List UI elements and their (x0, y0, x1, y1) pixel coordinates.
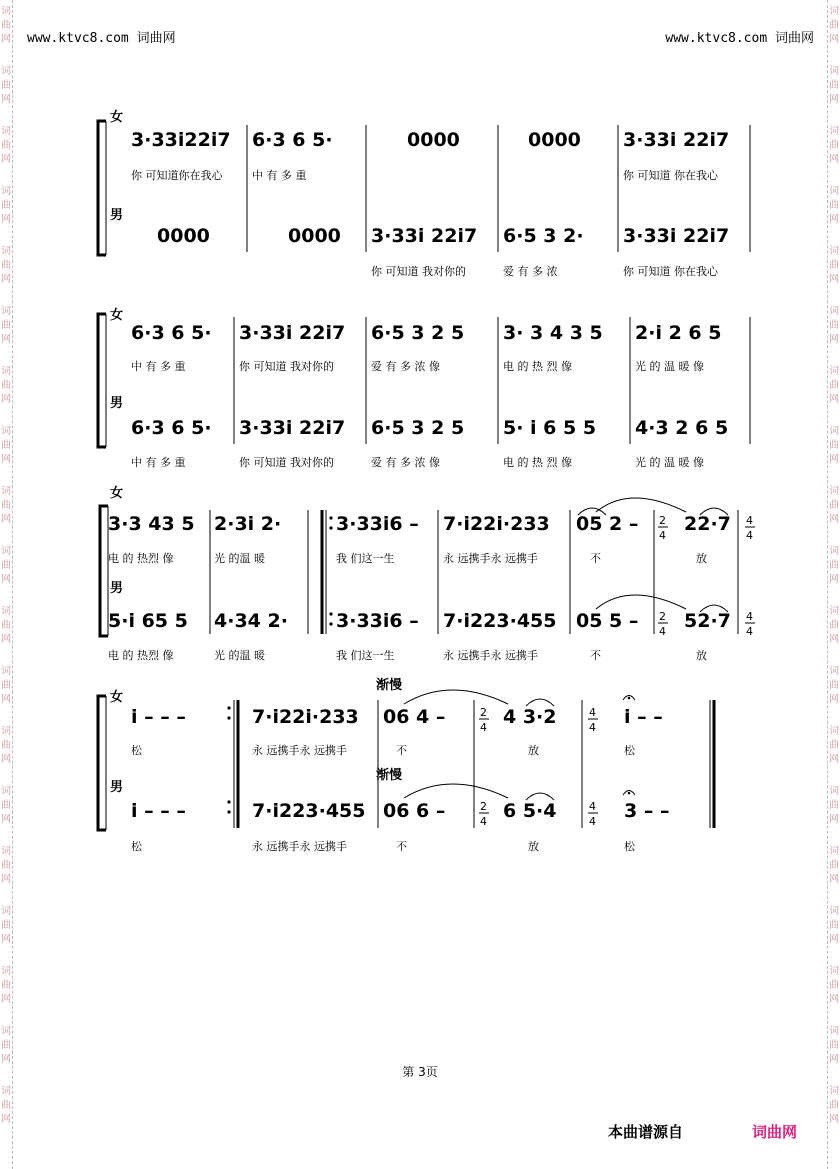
lyrics-male: 松 (131, 840, 142, 853)
watermark-char: 词 (829, 306, 839, 317)
lyrics-female: 电 的 热烈 像 (108, 552, 174, 565)
watermark-char: 词 (829, 846, 839, 857)
repeat-dot (227, 810, 230, 813)
watermark-char: 曲 (829, 560, 839, 571)
notes-female: 7·i22i·233 (443, 513, 550, 535)
watermark-char: 曲 (829, 920, 839, 931)
watermark-char: 网 (1, 1114, 11, 1125)
time-sig-numerator: 2 (659, 610, 666, 623)
watermark-char: 词 (1, 606, 11, 617)
lyrics-male: 不 (396, 840, 407, 853)
watermark-char: 词 (1, 546, 11, 557)
tempo-mark-ritardando: 渐慢 (376, 678, 403, 693)
lyrics-male: 电 的 热 烈 像 (503, 456, 572, 469)
watermark-char: 曲 (1, 680, 11, 691)
lyrics-male: 你 可知道 我对你的 (239, 456, 334, 469)
slur (404, 784, 508, 798)
notes-male: 6·3 6 5· (131, 417, 212, 439)
watermark-char: 网 (829, 814, 839, 825)
watermark-char: 网 (829, 1114, 839, 1125)
watermark-char: 词 (829, 666, 839, 677)
notes-male: 4·3 2 6 5 (635, 417, 729, 439)
watermark-char: 网 (1, 994, 11, 1005)
watermark-char: 词 (1, 186, 11, 197)
watermark-char: 网 (1, 934, 11, 945)
watermark-char: 网 (829, 214, 839, 225)
notes-male: 3·33i 22i7 (371, 225, 478, 247)
time-sig-denominator: 4 (659, 529, 666, 542)
watermark-char: 曲 (829, 140, 839, 151)
notes-female: 3·3 43 5 (108, 513, 195, 535)
notes-female: 6·3 6 5· (252, 129, 333, 151)
watermark-char: 网 (1, 274, 11, 285)
watermark-char: 词 (1, 6, 11, 17)
watermark-char: 曲 (829, 440, 839, 451)
watermark-char: 曲 (829, 620, 839, 631)
system-row-1 (98, 109, 750, 278)
time-sig-denominator: 4 (746, 625, 753, 638)
watermark-char: 曲 (1, 20, 11, 31)
watermark-char: 网 (829, 874, 839, 885)
watermark-char: 词 (829, 1086, 839, 1097)
watermark-char: 网 (829, 394, 839, 405)
lyrics-male: 不 (590, 649, 601, 662)
system-bracket (100, 506, 108, 636)
watermark-char: 词 (1, 666, 11, 677)
watermark-char: 曲 (1, 560, 11, 571)
watermark-char: 网 (829, 94, 839, 105)
watermark-char: 网 (1, 634, 11, 645)
system-bracket (98, 314, 106, 447)
watermark-char: 词 (1, 1026, 11, 1037)
fermata-dot (628, 792, 631, 795)
lyrics-female: 光 的 温 暖 像 (635, 360, 704, 373)
notes-male: 5· i 6 5 5 (503, 417, 597, 439)
watermark-char: 网 (1, 94, 11, 105)
notes-female: 0000 (528, 129, 581, 151)
watermark-char: 曲 (1, 740, 11, 751)
repeat-dot (329, 622, 332, 625)
notes-male: 5·i 65 5 (108, 610, 188, 632)
watermark-char: 网 (829, 694, 839, 705)
lyrics-male: 光 的温 暖 (214, 649, 265, 662)
repeat-dot (227, 706, 230, 709)
watermark-char: 网 (829, 334, 839, 345)
time-sig-numerator: 4 (746, 610, 753, 623)
watermark-char: 曲 (829, 680, 839, 691)
watermark-char: 曲 (1, 260, 11, 271)
system-row-3 (100, 485, 755, 662)
notes-male: i – – – (131, 800, 186, 822)
tempo-mark-ritardando: 渐慢 (376, 768, 403, 783)
repeat-dot (227, 800, 230, 803)
lyrics-male: 你 可知道 我对你的 (371, 265, 466, 278)
watermark-char: 曲 (1, 980, 11, 991)
watermark-char: 词 (1, 126, 11, 137)
time-sig-numerator: 4 (589, 800, 596, 813)
watermark-char: 曲 (1, 620, 11, 631)
time-sig-denominator: 4 (480, 815, 487, 828)
header-site-name: 词曲网 (136, 31, 176, 46)
watermark-char: 网 (829, 754, 839, 765)
watermark-char: 词 (1, 426, 11, 437)
lyrics-male: 光 的 温 暖 像 (635, 456, 704, 469)
notes-female: 6·5 3 2 5 (371, 322, 465, 344)
lyrics-male: 你 可知道 你在我心 (623, 265, 718, 278)
watermark-char: 网 (1, 394, 11, 405)
watermark-char: 网 (1, 1054, 11, 1065)
repeat-dot (329, 526, 332, 529)
tie (526, 699, 554, 706)
notes-male: 05 5 – (576, 610, 639, 632)
lyrics-male: 我 们这一生 (336, 649, 395, 662)
watermark-char: 网 (829, 154, 839, 165)
notes-female: 3·33i 22i7 (239, 322, 346, 344)
part-label-female: 女 (110, 110, 124, 125)
watermark-char: 曲 (829, 1100, 839, 1111)
watermark-char: 网 (829, 994, 839, 1005)
lyrics-female: 放 (696, 552, 707, 565)
header-url: www.ktvc8.com (665, 31, 768, 46)
watermark-char: 词 (829, 126, 839, 137)
lyrics-male: 爱 有 多 浓 像 (371, 456, 440, 469)
watermark-char: 词 (1, 726, 11, 737)
notes-female: 6·3 6 5· (131, 322, 212, 344)
notes-female: 3·33i 22i7 (623, 129, 730, 151)
watermark-char: 曲 (1, 440, 11, 451)
notes-male: 6 5·4 (503, 800, 557, 822)
time-sig-numerator: 2 (659, 514, 666, 527)
slur (404, 690, 508, 704)
lyrics-male: 爱 有 多 浓 (503, 265, 558, 278)
time-sig-numerator: 2 (480, 706, 487, 719)
lyrics-female: 不 (396, 744, 407, 757)
repeat-dot (329, 612, 332, 615)
watermark-char: 网 (829, 934, 839, 945)
watermark-char: 词 (829, 606, 839, 617)
watermark-char: 曲 (829, 740, 839, 751)
notes-female: 3·33i6 – (336, 513, 419, 535)
watermark-char: 词 (829, 246, 839, 257)
watermark-char: 曲 (1, 140, 11, 151)
notes-male: 4·34 2· (214, 610, 288, 632)
watermark-char: 词 (1, 1086, 11, 1097)
watermark-char: 网 (1, 514, 11, 525)
watermark-char: 网 (829, 574, 839, 585)
watermark-char: 词 (829, 66, 839, 77)
header-site-name: 词曲网 (774, 31, 814, 46)
watermark-char: 词 (1, 66, 11, 77)
watermark-char: 词 (1, 246, 11, 257)
watermark-char: 词 (1, 366, 11, 377)
watermark-char: 网 (1, 214, 11, 225)
time-sig-denominator: 4 (589, 815, 596, 828)
system-row-2 (98, 307, 750, 469)
watermark-char: 曲 (829, 200, 839, 211)
watermark-char: 曲 (829, 800, 839, 811)
notes-female: 3·33i22i7 (131, 129, 231, 151)
watermark-char: 网 (1, 754, 11, 765)
watermark-char: 网 (1, 574, 11, 585)
lyrics-male: 永 远携手永 远携手 (252, 840, 347, 853)
watermark-char: 曲 (1, 380, 11, 391)
notes-female: 05 2 – (576, 513, 639, 535)
lyrics-male: 放 (696, 649, 707, 662)
fermata-dot (628, 697, 631, 700)
part-label-male: 男 (110, 581, 124, 596)
watermark-char: 词 (1, 786, 11, 797)
lyrics-male: 放 (528, 840, 539, 853)
lyrics-female: 爱 有 多 浓 像 (371, 360, 440, 373)
notes-male: 3·33i 22i7 (239, 417, 346, 439)
part-label-male: 男 (110, 396, 124, 411)
notes-female: i – – (624, 706, 663, 728)
slur (596, 498, 686, 512)
slur (596, 595, 686, 609)
watermark-char: 网 (1, 694, 11, 705)
lyrics-male: 永 远携手永 远携手 (443, 649, 538, 662)
time-sig-denominator: 4 (659, 625, 666, 638)
system-bracket (98, 121, 106, 255)
notes-female: 7·i22i·233 (252, 706, 359, 728)
part-label-female: 女 (110, 690, 124, 705)
lyrics-female: 我 们这一生 (336, 552, 395, 565)
lyrics-female: 松 (131, 744, 142, 757)
watermark-char: 曲 (829, 980, 839, 991)
watermark-char: 网 (1, 334, 11, 345)
time-sig-numerator: 4 (589, 706, 596, 719)
time-sig-denominator: 4 (589, 721, 596, 734)
time-sig-denominator: 4 (480, 721, 487, 734)
lyrics-female: 松 (624, 744, 635, 757)
system-bracket (98, 696, 106, 830)
system-row-4 (98, 677, 714, 853)
repeat-dot (227, 716, 230, 719)
notes-male: 3·33i 22i7 (623, 225, 730, 247)
notes-female: 0000 (407, 129, 460, 151)
watermark-char: 词 (829, 726, 839, 737)
watermark-char: 词 (829, 786, 839, 797)
notes-female: 3· 3 4 3 5 (503, 322, 603, 344)
watermark-char: 曲 (829, 20, 839, 31)
notes-male: 6·5 3 2· (503, 225, 584, 247)
lyrics-female: 中 有 多 重 (252, 169, 307, 182)
watermark-char: 网 (1, 814, 11, 825)
notes-female: 06 4 – (383, 706, 446, 728)
watermark-char: 网 (1, 454, 11, 465)
watermark-char: 曲 (829, 500, 839, 511)
watermark-char: 曲 (829, 260, 839, 271)
watermark-char: 曲 (1, 800, 11, 811)
part-label-female: 女 (110, 486, 124, 501)
watermark-char: 曲 (1, 500, 11, 511)
page-number: 第 3页 (402, 1065, 438, 1079)
repeat-dot (329, 516, 332, 519)
watermark-char: 网 (829, 34, 839, 45)
watermark-char: 网 (829, 454, 839, 465)
watermark-char: 曲 (829, 380, 839, 391)
watermark-char: 词 (829, 186, 839, 197)
notes-female: i – – – (131, 706, 186, 728)
lyrics-female: 你 可知道 我对你的 (239, 360, 334, 373)
source-site-link[interactable]: 词曲网 (752, 1123, 798, 1141)
tie (526, 793, 554, 800)
lyrics-female: 永 远携手永 远携手 (443, 552, 538, 565)
watermark-char: 曲 (829, 80, 839, 91)
lyrics-female: 中 有 多 重 (131, 360, 186, 373)
watermark-char: 词 (829, 966, 839, 977)
source-label: 本曲谱源自 (608, 1123, 684, 1141)
notes-male: 7·i223·455 (252, 800, 366, 822)
notes-female: 2·i 2 6 5 (635, 322, 722, 344)
lyrics-female: 永 远携手永 远携手 (252, 744, 347, 757)
notes-male: 06 6 – (383, 800, 446, 822)
watermark-char: 词 (829, 906, 839, 917)
watermark-char: 曲 (1, 80, 11, 91)
lyrics-female: 你 可知道你在我心 (131, 169, 223, 182)
notes-female: 2·3i 2· (214, 513, 282, 535)
watermark-char: 词 (829, 1026, 839, 1037)
notes-male: 3 – – (624, 800, 670, 822)
header-url: www.ktvc8.com (27, 31, 129, 46)
notes-male: 0000 (157, 225, 210, 247)
watermark-char: 网 (1, 874, 11, 885)
part-label-male: 男 (110, 780, 124, 795)
lyrics-male: 中 有 多 重 (131, 456, 186, 469)
lyrics-male: 松 (624, 840, 635, 853)
watermark-char: 词 (829, 546, 839, 557)
watermark-char: 词 (1, 486, 11, 497)
notes-female: 22·7 (684, 513, 731, 535)
watermark-char: 曲 (1, 1040, 11, 1051)
notes-male: 0000 (288, 225, 341, 247)
watermark-char: 网 (829, 1054, 839, 1065)
watermark-char: 网 (829, 274, 839, 285)
lyrics-female: 光 的温 暖 (214, 552, 265, 565)
watermark-char: 曲 (829, 860, 839, 871)
watermark-char: 曲 (1, 1100, 11, 1111)
lyrics-male: 电 的 热烈 像 (108, 649, 174, 662)
watermark-char: 网 (829, 634, 839, 645)
notes-male: 7·i223·455 (443, 610, 557, 632)
notes-female: 4 3·2 (503, 706, 557, 728)
lyrics-female: 不 (590, 552, 601, 565)
lyrics-female: 你 可知道 你在我心 (623, 169, 718, 182)
time-sig-denominator: 4 (746, 529, 753, 542)
lyrics-female: 电 的 热 烈 像 (503, 360, 572, 373)
watermark-char: 曲 (829, 320, 839, 331)
notes-male: 6·5 3 2 5 (371, 417, 465, 439)
part-label-female: 女 (110, 308, 124, 323)
time-sig-numerator: 4 (746, 514, 753, 527)
watermark-char: 词 (1, 846, 11, 857)
watermark-char: 网 (829, 514, 839, 525)
watermark-char: 词 (1, 306, 11, 317)
watermark-char: 词 (829, 486, 839, 497)
notes-male: 3·33i6 – (336, 610, 419, 632)
watermark-char: 曲 (1, 920, 11, 931)
watermark-char: 词 (1, 966, 11, 977)
lyrics-female: 放 (528, 744, 539, 757)
part-label-male: 男 (110, 208, 124, 223)
watermark-char: 词 (829, 6, 839, 17)
time-sig-numerator: 2 (480, 800, 487, 813)
watermark-char: 曲 (1, 200, 11, 211)
watermark-char: 网 (1, 154, 11, 165)
watermark-char: 曲 (1, 860, 11, 871)
watermark-char: 网 (1, 34, 11, 45)
watermark-char: 词 (829, 426, 839, 437)
watermark-char: 曲 (829, 1040, 839, 1051)
watermark-char: 词 (1, 906, 11, 917)
watermark-char: 词 (829, 366, 839, 377)
notes-male: 52·7 (684, 610, 731, 632)
watermark-char: 曲 (1, 320, 11, 331)
